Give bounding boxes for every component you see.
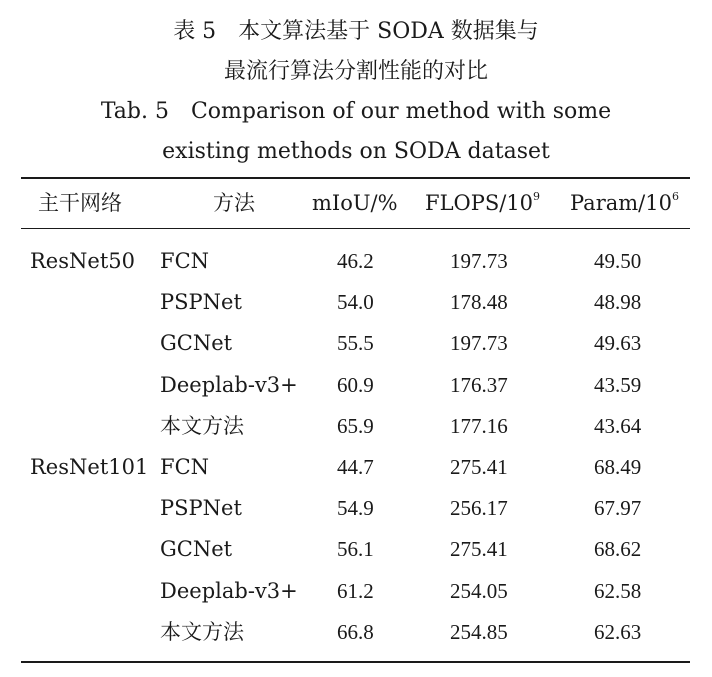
header-miou: mIoU/% [312,191,398,215]
caption-en-line1: Tab. 5 Comparison of our method with some [100,99,612,124]
cell-backbone: ResNet50 [30,249,135,273]
header-flops-base: FLOPS/10 [425,191,534,215]
cell-miou: 66.8 [337,620,374,644]
cell-param: 48.98 [594,290,642,314]
header-flops [425,190,540,216]
caption-zh-line1: 表 5 本文算法基于 SODA 数据集与 [173,19,539,44]
cell-method: PSPNet [160,496,242,520]
cell-param: 43.64 [594,414,642,438]
cell-flops: 254.05 [450,579,508,603]
cell-method: Deeplab-v3+ [160,373,298,397]
table-top-rule [21,177,690,179]
cell-param: 62.63 [594,620,642,644]
cell-miou: 65.9 [337,414,374,438]
cell-method: PSPNet [160,290,242,314]
cell-flops: 256.17 [450,496,508,520]
cell-miou: 54.0 [337,290,374,314]
cell-miou: 46.2 [337,249,374,273]
header-flops-exponent: 9 [533,190,541,203]
cell-flops: 197.73 [450,331,508,355]
caption-zh-line2: 最流行算法分割性能的对比 [223,59,488,84]
cell-miou: 55.5 [337,331,374,355]
cell-flops: 275.41 [450,537,508,561]
header-param-exponent: 6 [671,190,679,203]
cell-method: GCNet [160,537,233,561]
cell-flops: 254.85 [450,620,508,644]
cell-method: 本文方法 [160,414,244,438]
cell-param: 68.62 [594,537,642,561]
cell-method: FCN [160,249,210,273]
cell-miou: 56.1 [337,537,374,561]
cell-flops: 275.41 [450,455,508,479]
cell-method: 本文方法 [160,620,244,644]
cell-miou: 60.9 [337,373,374,397]
cell-flops: 176.37 [450,373,508,397]
cell-param: 49.63 [594,331,642,355]
cell-miou: 54.9 [337,496,374,520]
cell-method: FCN [160,455,210,479]
cell-method: Deeplab-v3+ [160,579,298,603]
header-method: 方法 [213,191,255,215]
cell-backbone: ResNet101 [30,455,149,479]
table-bottom-rule [21,661,690,663]
cell-miou: 44.7 [337,455,374,479]
cell-miou: 61.2 [337,579,374,603]
header-param-base: Param/10 [570,191,672,215]
cell-param: 43.59 [594,373,642,397]
cell-flops: 177.16 [450,414,508,438]
cell-param: 62.58 [594,579,642,603]
header-backbone: 主干网络 [38,191,122,215]
cell-param: 49.50 [594,249,642,273]
caption-en-line2: existing methods on SODA dataset [162,139,550,164]
cell-flops: 178.48 [450,290,508,314]
cell-param: 68.49 [594,455,642,479]
cell-method: GCNet [160,331,233,355]
cell-param: 67.97 [594,496,642,520]
cell-flops: 197.73 [450,249,508,273]
table-header-rule [21,228,690,229]
header-param [570,190,679,216]
